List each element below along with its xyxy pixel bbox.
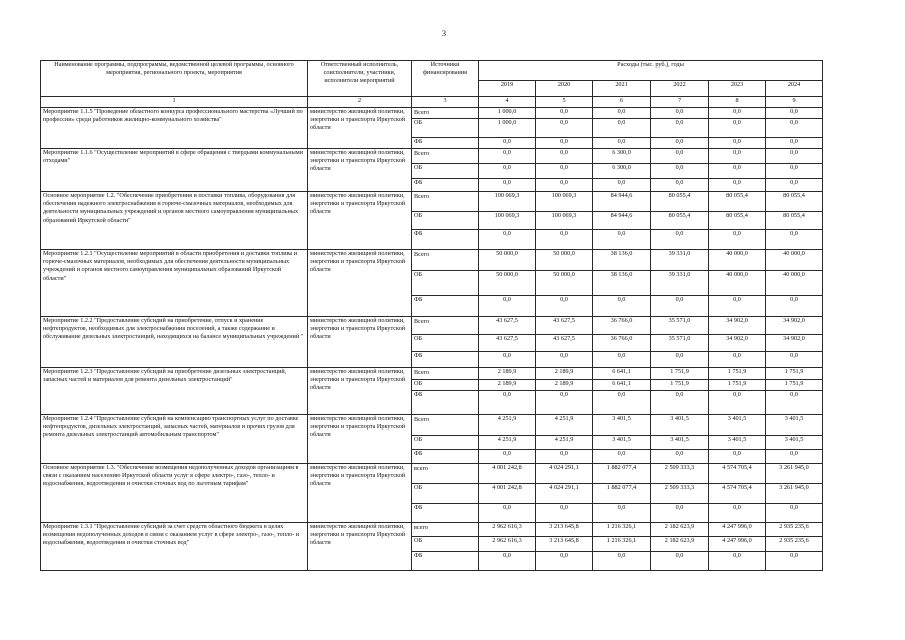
expense-value: 4 251,9 bbox=[536, 436, 593, 450]
expense-value: 84 944,6 bbox=[593, 212, 651, 230]
expenditure-table bbox=[40, 60, 823, 571]
expense-value: 3 401,5 bbox=[766, 436, 823, 450]
expense-value: 0,0 bbox=[593, 391, 651, 415]
table-row bbox=[41, 108, 823, 119]
expense-value: 6 300,0 bbox=[593, 149, 651, 164]
table-row bbox=[41, 192, 823, 212]
expense-value: 0,0 bbox=[766, 552, 823, 571]
expense-value: 0,0 bbox=[766, 352, 823, 368]
expense-value: 4 001 242,8 bbox=[479, 484, 536, 504]
expense-value: 84 944,6 bbox=[593, 192, 651, 212]
expense-value: 100 069,3 bbox=[536, 212, 593, 230]
expense-value: 6 641,1 bbox=[593, 380, 651, 391]
expense-value: 0,0 bbox=[651, 504, 709, 523]
expense-value: 4 574 705,4 bbox=[709, 484, 766, 504]
funding-source: Всего bbox=[412, 149, 479, 164]
expense-value: 80 055,4 bbox=[766, 212, 823, 230]
expense-value: 0,0 bbox=[479, 138, 536, 149]
table-row bbox=[41, 250, 823, 271]
expense-value: 3 261 945,0 bbox=[766, 464, 823, 484]
funding-source: ФБ bbox=[412, 450, 479, 464]
expense-value: 2 935 235,6 bbox=[766, 537, 823, 552]
expense-value: 0,0 bbox=[709, 552, 766, 571]
funding-source: ОБ bbox=[412, 436, 479, 450]
expense-value: 2 189,9 bbox=[536, 368, 593, 380]
expense-value: 0,0 bbox=[651, 149, 709, 164]
expense-value: 4 247 996,0 bbox=[709, 523, 766, 537]
expense-value: 38 136,0 bbox=[593, 250, 651, 271]
expense-value: 50 000,0 bbox=[536, 250, 593, 271]
header-expenses: Расходы (тыс. руб.), годы bbox=[479, 61, 823, 81]
measure-name: Мероприятие 1.2.3 "Предоставление субсидий на приобретение дизельных электростанций, запасных частей и материалов для ремонта дизельных электростанций" bbox=[41, 368, 308, 415]
header-source-column: Источники финансирования bbox=[412, 61, 479, 97]
header-year: 2021 bbox=[593, 81, 651, 97]
expense-value: 4 574 705,4 bbox=[709, 464, 766, 484]
expense-value: 0,0 bbox=[709, 450, 766, 464]
expense-value: 2 189,9 bbox=[479, 380, 536, 391]
page-number: 3 bbox=[442, 29, 446, 38]
expense-value: 0,0 bbox=[709, 179, 766, 192]
funding-source: ФБ bbox=[412, 504, 479, 523]
funding-source: ОБ bbox=[412, 380, 479, 391]
expense-value: 1 751,9 bbox=[766, 368, 823, 380]
funding-source: ФБ bbox=[412, 296, 479, 317]
expense-value: 0,0 bbox=[766, 108, 823, 119]
responsible-executor: министерство жилищной политики, энергетики и транспорта Иркутской области bbox=[308, 108, 412, 149]
responsible-executor: министерство жилищной политики, энергетики и транспорта Иркутской области bbox=[308, 317, 412, 368]
expense-value: 2 509 333,3 bbox=[651, 484, 709, 504]
expense-value: 40 000,0 bbox=[709, 250, 766, 271]
funding-source: ОБ bbox=[412, 335, 479, 352]
expense-value: 1 882 077,4 bbox=[593, 484, 651, 504]
expense-value: 0,0 bbox=[536, 552, 593, 571]
expense-value: 3 401,5 bbox=[651, 436, 709, 450]
expense-value: 0,0 bbox=[709, 230, 766, 250]
expense-value: 2 189,9 bbox=[536, 380, 593, 391]
expense-value: 34 902,0 bbox=[766, 335, 823, 352]
expense-value: 0,0 bbox=[709, 164, 766, 179]
expense-value: 0,0 bbox=[593, 352, 651, 368]
expense-value: 2 182 623,9 bbox=[651, 537, 709, 552]
expense-value: 0,0 bbox=[709, 149, 766, 164]
expense-value: 36 766,0 bbox=[593, 317, 651, 335]
expense-value: 0,0 bbox=[479, 230, 536, 250]
expense-value: 35 571,0 bbox=[651, 317, 709, 335]
expense-value: 0,0 bbox=[709, 504, 766, 523]
expense-value: 0,0 bbox=[651, 450, 709, 464]
expense-value: 0,0 bbox=[479, 149, 536, 164]
expense-value: 0,0 bbox=[593, 230, 651, 250]
responsible-executor: министерство жилищной политики, энергетики и транспорта Иркутской области bbox=[308, 149, 412, 192]
expense-value: 0,0 bbox=[766, 504, 823, 523]
expense-value: 0,0 bbox=[709, 108, 766, 119]
expense-value: 0,0 bbox=[651, 108, 709, 119]
expense-value: 1 751,9 bbox=[766, 380, 823, 391]
expense-value: 0,0 bbox=[479, 296, 536, 317]
funding-source: ФБ bbox=[412, 179, 479, 192]
expense-value: 0,0 bbox=[651, 552, 709, 571]
measure-name: Основное мероприятие 1.3. "Обеспечение возмещения недополученных доходов организациям в связи с оказанием населению Иркутской области услуг в сфере электро-, газо-, тепло- и водоснабжения, водоотведения и очистки сточных вод по льготным тарифам" bbox=[41, 464, 308, 523]
expense-value: 0,0 bbox=[536, 504, 593, 523]
expense-value: 0,0 bbox=[709, 296, 766, 317]
expense-value: 2 509 333,3 bbox=[651, 464, 709, 484]
column-index: 7 bbox=[651, 97, 709, 108]
expense-value: 100 069,3 bbox=[536, 192, 593, 212]
expense-value: 0,0 bbox=[766, 119, 823, 138]
table-row bbox=[41, 523, 823, 537]
expense-value: 0,0 bbox=[479, 450, 536, 464]
measure-name: Мероприятие 1.2.4 "Предоставление субсидий на компенсацию транспортных услуг по доставке нефтепродуктов, дизельных электростанций, запасных частей, материалов и прочих грузов для ремонта дизельных электростанций автомобильным транспортом" bbox=[41, 415, 308, 464]
header-year: 2023 bbox=[709, 81, 766, 97]
column-index: 9 bbox=[766, 97, 823, 108]
expense-value: 43 627,5 bbox=[536, 317, 593, 335]
expense-value: 0,0 bbox=[536, 164, 593, 179]
expense-value: 80 055,4 bbox=[651, 212, 709, 230]
expense-value: 100 069,3 bbox=[479, 212, 536, 230]
expense-value: 0,0 bbox=[766, 179, 823, 192]
expense-value: 0,0 bbox=[593, 450, 651, 464]
funding-source: Всего bbox=[412, 192, 479, 212]
expense-value: 3 213 645,8 bbox=[536, 537, 593, 552]
expense-value: 2 935 235,6 bbox=[766, 523, 823, 537]
responsible-executor: министерство жилищной политики, энергетики и транспорта Иркутской области bbox=[308, 368, 412, 415]
header-year: 2020 bbox=[536, 81, 593, 97]
expense-value: 1 751,9 bbox=[709, 368, 766, 380]
column-index: 3 bbox=[412, 97, 479, 108]
expense-value: 0,0 bbox=[766, 296, 823, 317]
expense-value: 0,0 bbox=[479, 552, 536, 571]
expense-value: 1 000,0 bbox=[479, 108, 536, 119]
table-row bbox=[41, 415, 823, 436]
responsible-executor: министерство жилищной политики, энергетики и транспорта Иркутской области bbox=[308, 250, 412, 317]
expense-value: 1 216 326,1 bbox=[593, 523, 651, 537]
table-row bbox=[41, 317, 823, 335]
expense-value: 3 261 945,0 bbox=[766, 484, 823, 504]
expense-value: 0,0 bbox=[766, 391, 823, 415]
measure-name: Мероприятие 1.1.5 "Проведение областного конкурса профессионального мастерства «Лучший по профессии» среди работников жилищно-коммунального хозяйства" bbox=[41, 108, 308, 149]
table-row bbox=[41, 464, 823, 484]
expense-value: 0,0 bbox=[536, 119, 593, 138]
funding-source: Всего bbox=[412, 108, 479, 119]
expense-value: 0,0 bbox=[766, 164, 823, 179]
expense-value: 43 627,5 bbox=[536, 335, 593, 352]
expense-value: 80 055,4 bbox=[766, 192, 823, 212]
expense-value: 0,0 bbox=[593, 504, 651, 523]
expense-value: 43 627,5 bbox=[479, 335, 536, 352]
expense-value: 0,0 bbox=[709, 138, 766, 149]
expense-value: 34 902,0 bbox=[709, 317, 766, 335]
expense-value: 0,0 bbox=[766, 138, 823, 149]
responsible-executor: министерство жилищной политики, энергетики и транспорта Иркутской области bbox=[308, 415, 412, 464]
expense-value: 4 024 291,1 bbox=[536, 464, 593, 484]
header-responsible-column: Ответственный исполнитель, соисполнители, участники, исполнители мероприятий bbox=[308, 61, 412, 97]
expense-value: 3 401,5 bbox=[593, 415, 651, 436]
expense-value: 2 189,9 bbox=[479, 368, 536, 380]
expense-value: 6 641,1 bbox=[593, 368, 651, 380]
responsible-executor: министерство жилищной политики, энергетики и транспорта Иркутской области bbox=[308, 192, 412, 250]
expense-value: 80 055,4 bbox=[709, 212, 766, 230]
expense-value: 0,0 bbox=[651, 179, 709, 192]
expense-value: 0,0 bbox=[593, 296, 651, 317]
expense-value: 4 247 996,0 bbox=[709, 537, 766, 552]
expense-value: 2 962 616,3 bbox=[479, 523, 536, 537]
expense-value: 2 962 616,3 bbox=[479, 537, 536, 552]
expense-value: 0,0 bbox=[593, 138, 651, 149]
expense-value: 36 766,0 bbox=[593, 335, 651, 352]
expense-value: 3 401,5 bbox=[709, 436, 766, 450]
expense-value: 0,0 bbox=[536, 179, 593, 192]
measure-name: Основное мероприятие 1.2. "Обеспечение приобретения и поставки топлива, оборудования для обеспечения надежного электроснабжения и горюче-смазочных материалов, необходимых для деятельности муниципальных учреждений и органов местного самоуправления муниципальных образований Иркутской области" bbox=[41, 192, 308, 250]
expense-value: 80 055,4 bbox=[709, 192, 766, 212]
column-index: 8 bbox=[709, 97, 766, 108]
expense-value: 1 751,9 bbox=[651, 368, 709, 380]
expense-value: 4 251,9 bbox=[536, 415, 593, 436]
expense-value: 0,0 bbox=[593, 552, 651, 571]
expense-value: 1 216 326,1 bbox=[593, 537, 651, 552]
expense-value: 80 055,4 bbox=[651, 192, 709, 212]
expense-value: 0,0 bbox=[651, 164, 709, 179]
expense-value: 0,0 bbox=[536, 108, 593, 119]
column-index: 6 bbox=[593, 97, 651, 108]
expense-value: 1 751,9 bbox=[709, 380, 766, 391]
funding-source: ФБ bbox=[412, 552, 479, 571]
expense-value: 0,0 bbox=[651, 296, 709, 317]
expense-value: 100 069,3 bbox=[479, 192, 536, 212]
expense-value: 0,0 bbox=[593, 179, 651, 192]
expense-value: 0,0 bbox=[766, 149, 823, 164]
expense-value: 0,0 bbox=[651, 352, 709, 368]
funding-source: Всего bbox=[412, 250, 479, 271]
expense-value: 6 300,0 bbox=[593, 164, 651, 179]
expense-value: 1 751,9 bbox=[651, 380, 709, 391]
column-index: 5 bbox=[536, 97, 593, 108]
expense-value: 0,0 bbox=[766, 230, 823, 250]
expense-value: 0,0 bbox=[536, 138, 593, 149]
measure-name: Мероприятие 1.2.1 "Осуществление мероприятий в области приобретения и доставки топлива и горюче-смазочных материалов, необходимых для обеспечения деятельности муниципальных учреждений и органов местного самоуправления муниципальных образований Иркутской области" bbox=[41, 250, 308, 317]
funding-source: ОБ bbox=[412, 119, 479, 138]
expense-value: 4 024 291,1 bbox=[536, 484, 593, 504]
expense-value: 34 902,0 bbox=[766, 317, 823, 335]
expense-value: 1 882 077,4 bbox=[593, 464, 651, 484]
expense-value: 35 571,0 bbox=[651, 335, 709, 352]
funding-source: ОБ bbox=[412, 537, 479, 552]
expense-value: 39 331,0 bbox=[651, 250, 709, 271]
column-index: 2 bbox=[308, 97, 412, 108]
expense-value: 50 000,0 bbox=[479, 250, 536, 271]
funding-source: Всего bbox=[412, 317, 479, 335]
funding-source: ФБ bbox=[412, 352, 479, 368]
expense-value: 0,0 bbox=[479, 391, 536, 415]
funding-source: ФБ bbox=[412, 230, 479, 250]
expense-value: 3 213 645,8 bbox=[536, 523, 593, 537]
expense-value: 4 251,9 bbox=[479, 436, 536, 450]
funding-source: ОБ bbox=[412, 164, 479, 179]
expense-value: 0,0 bbox=[651, 391, 709, 415]
expense-value: 0,0 bbox=[709, 391, 766, 415]
expense-value: 4 001 242,8 bbox=[479, 464, 536, 484]
table-row bbox=[41, 149, 823, 164]
header-year: 2024 bbox=[766, 81, 823, 97]
funding-source: Всего bbox=[412, 415, 479, 436]
expense-value: 3 401,5 bbox=[709, 415, 766, 436]
expense-value: 0,0 bbox=[536, 450, 593, 464]
expense-value: 2 182 623,9 bbox=[651, 523, 709, 537]
expense-value: 4 251,9 bbox=[479, 415, 536, 436]
expense-value: 0,0 bbox=[593, 119, 651, 138]
expense-value: 0,0 bbox=[479, 164, 536, 179]
expense-value: 50 000,0 bbox=[479, 271, 536, 296]
responsible-executor: министерство жилищной политики, энергетики и транспорта Иркутской области bbox=[308, 464, 412, 523]
column-index: 1 bbox=[41, 97, 308, 108]
funding-source: всего bbox=[412, 523, 479, 537]
measure-name: Мероприятие 1.1.6 "Осуществление мероприятий в сфере обращения с твердыми коммунальными отходами" bbox=[41, 149, 308, 192]
expense-value: 0,0 bbox=[593, 108, 651, 119]
expense-value: 0,0 bbox=[651, 119, 709, 138]
expense-value: 38 136,0 bbox=[593, 271, 651, 296]
header-year: 2022 bbox=[651, 81, 709, 97]
expense-value: 40 000,0 bbox=[766, 250, 823, 271]
funding-source: ОБ bbox=[412, 271, 479, 296]
header-name-column: Наименование программы, подпрограммы, ведомственной целевой программы, основного мероприятия, регионального проекта, мероприятия bbox=[41, 61, 308, 97]
expense-value: 0,0 bbox=[536, 230, 593, 250]
expense-value: 40 000,0 bbox=[709, 271, 766, 296]
expense-value: 0,0 bbox=[479, 179, 536, 192]
funding-source: всего bbox=[412, 464, 479, 484]
funding-source: ОБ bbox=[412, 484, 479, 504]
expense-value: 39 331,0 bbox=[651, 271, 709, 296]
funding-source: ФБ bbox=[412, 391, 479, 415]
funding-source: Всего bbox=[412, 368, 479, 380]
expense-value: 3 401,5 bbox=[766, 415, 823, 436]
expense-value: 0,0 bbox=[536, 391, 593, 415]
expense-value: 3 401,5 bbox=[593, 436, 651, 450]
responsible-executor: министерство жилищной политики, энергетики и транспорта Иркутской области bbox=[308, 523, 412, 571]
expense-value: 0,0 bbox=[709, 119, 766, 138]
expense-value: 0,0 bbox=[651, 138, 709, 149]
expense-value: 43 627,5 bbox=[479, 317, 536, 335]
expense-value: 0,0 bbox=[536, 352, 593, 368]
expense-value: 0,0 bbox=[709, 352, 766, 368]
header-year: 2019 bbox=[479, 81, 536, 97]
expense-value: 0,0 bbox=[479, 504, 536, 523]
expense-value: 0,0 bbox=[536, 296, 593, 317]
expense-value: 0,0 bbox=[651, 230, 709, 250]
expense-value: 0,0 bbox=[479, 352, 536, 368]
measure-name: Мероприятие 1.2.2 "Предоставление субсидий на приобретение, отпуск и хранение нефтепродуктов, необходимых для электроснабжения поселений, а также содержание и обслуживание дизельных электростанций, находящихся на балансе муниципальных учреждений " bbox=[41, 317, 308, 368]
measure-name: Мероприятие 1.3.1 "Предоставление субсидий за счет средств областного бюджета в целях возмещения недополученных доходов в связи с оказанием услуг в сфере электро-, газо-, тепло- и водоснабжения, водоотведения и очистки сточных вод" bbox=[41, 523, 308, 571]
expense-value: 3 401,5 bbox=[651, 415, 709, 436]
funding-source: ОБ bbox=[412, 212, 479, 230]
funding-source: ФБ bbox=[412, 138, 479, 149]
expense-value: 34 902,0 bbox=[709, 335, 766, 352]
expense-value: 1 000,0 bbox=[479, 119, 536, 138]
expense-value: 0,0 bbox=[766, 450, 823, 464]
expense-value: 50 000,0 bbox=[536, 271, 593, 296]
expense-value: 40 000,0 bbox=[766, 271, 823, 296]
expense-value: 0,0 bbox=[536, 149, 593, 164]
column-index: 4 bbox=[479, 97, 536, 108]
table-row bbox=[41, 368, 823, 380]
